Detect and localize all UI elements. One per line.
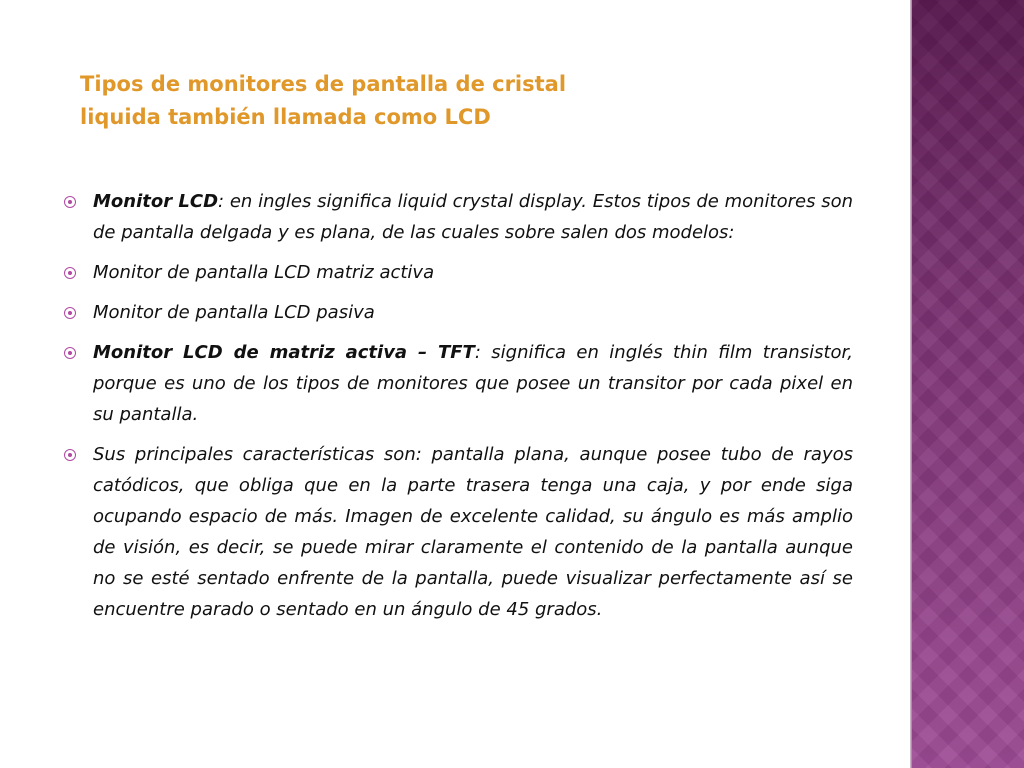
list-item bbox=[60, 297, 853, 328]
list-item bbox=[60, 337, 853, 430]
circled-dot-icon bbox=[64, 347, 76, 359]
list-item bbox=[60, 439, 853, 625]
item-text: Monitor de pantalla LCD pasiva bbox=[93, 302, 375, 323]
circled-dot-icon bbox=[64, 267, 76, 279]
list-item bbox=[60, 257, 853, 288]
item-text: : significa en inglés thin film transistor, porque es uno de los tipos de monitores que posee un transitor por cada pixel en su pantalla. bbox=[93, 342, 854, 425]
circled-dot-icon bbox=[64, 307, 76, 319]
circled-dot-icon bbox=[64, 196, 76, 208]
item-lead: Monitor LCD bbox=[93, 191, 219, 212]
item-text: : en ingles significa liquid crystal display. Estos tipos de monitores son de pantalla delgada y es plana, de las cuales sobre salen dos modelos: bbox=[93, 191, 853, 243]
item-lead: Monitor LCD de matriz activa – TFT bbox=[93, 342, 475, 363]
slide-title: Tipos de monitores de pantalla de cristal liquida también llamada como LCD bbox=[80, 72, 567, 129]
decorative-side-panel bbox=[912, 0, 1024, 768]
circled-dot-icon bbox=[64, 449, 76, 461]
item-text: Monitor de pantalla LCD matriz activa bbox=[93, 262, 435, 283]
list-item bbox=[60, 186, 853, 248]
item-text: Sus principales características son: pantalla plana, aunque posee tubo de rayos catódicos, que obliga que en la parte trasera tenga una caja, y por ende siga ocupando espacio de más. Imagen de excelente calidad, su ángulo es más amplio de visión, es decir, se puede mirar claramente el contenido de la pantalla aunque no se esté sentado enfrente de la pantalla, puede visualizar perfectamente así se encuentre parado o sentado en un ángulo de 45 grados. bbox=[93, 444, 853, 620]
bullet-list bbox=[60, 186, 853, 634]
